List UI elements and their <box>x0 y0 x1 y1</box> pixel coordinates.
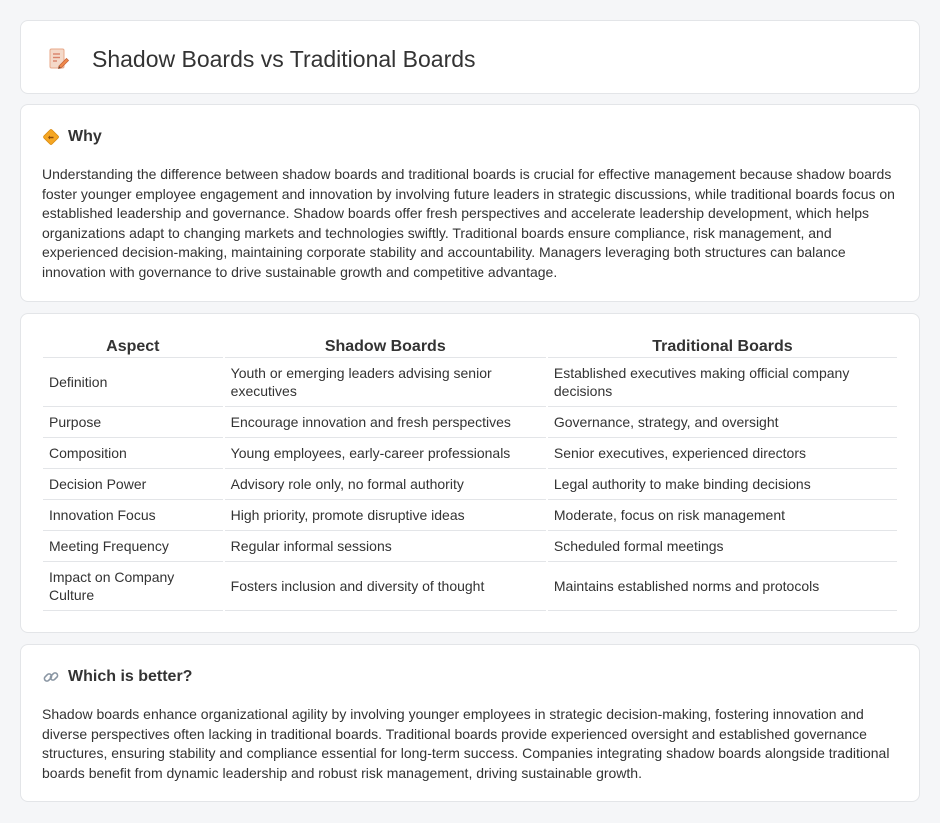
comparison-table-card <box>20 313 920 633</box>
traditional-cell: Maintains established norms and protocols <box>548 562 897 611</box>
aspect-cell: Definition <box>43 358 223 407</box>
which-is-better-section <box>20 644 920 802</box>
header-traditional-boards: Traditional Boards <box>548 336 897 358</box>
aspect-cell: Meeting Frequency <box>43 531 223 562</box>
table-row <box>43 562 897 611</box>
table-row <box>43 469 897 500</box>
why-heading <box>42 127 102 147</box>
why-text: Understanding the difference between shadow boards and traditional boards is crucial for effective management because shadow boards foster younger employee engagement and innovation by involving future leaders in strategic discussions, while traditional boards focus on established leadership and governance. Shadow boards offer fresh perspectives and accelerate leadership development, which helps organizations adapt to changing markets and technologies swiftly. Traditional boards ensure compliance, risk management, and experienced decision-making, maintaining corporate stability and accountability. Managers leveraging both structures can balance innovation with governance to drive sustainable growth and competitive advantage. <box>42 166 895 280</box>
traditional-cell: Legal authority to make binding decisions <box>548 469 897 500</box>
comparison-table <box>41 336 899 611</box>
table-row <box>43 407 897 438</box>
traditional-cell: Governance, strategy, and oversight <box>548 407 897 438</box>
aspect-cell: Innovation Focus <box>43 500 223 531</box>
better-title: Which is better? <box>68 668 193 685</box>
shadow-cell: Youth or emerging leaders advising senior executives <box>225 358 546 407</box>
table-row <box>43 500 897 531</box>
aspect-cell: Composition <box>43 438 223 469</box>
table-row <box>43 438 897 469</box>
aspect-cell: Impact on Company Culture <box>43 562 223 611</box>
why-section <box>20 104 920 302</box>
document-pencil-icon <box>47 47 71 71</box>
better-text: Shadow boards enhance organizational agility by involving younger employees in strategic decision-making, fostering innovation and diverse perspectives often lacking in traditional boards. Traditional boards provide experienced oversight and established governance structures, ensuring stability and compliance essential for long-term success. Companies integrating shadow boards alongside traditional boards benefit from dynamic leadership and robust risk management, driving sustainable growth. <box>42 706 890 781</box>
table-header-row <box>43 336 897 358</box>
header-shadow-boards: Shadow Boards <box>225 336 546 358</box>
header-aspect: Aspect <box>43 336 223 358</box>
better-heading <box>42 667 192 687</box>
shadow-cell: Regular informal sessions <box>225 531 546 562</box>
shadow-cell: Advisory role only, no formal authority <box>225 469 546 500</box>
traditional-cell: Scheduled formal meetings <box>548 531 897 562</box>
shadow-cell: Fosters inclusion and diversity of thought <box>225 562 546 611</box>
table-row <box>43 531 897 562</box>
page-title: Shadow Boards vs Traditional Boards <box>92 46 476 72</box>
aspect-cell: Purpose <box>43 407 223 438</box>
aspect-cell: Decision Power <box>43 469 223 500</box>
shadow-cell: High priority, promote disruptive ideas <box>225 500 546 531</box>
why-title: Why <box>68 128 102 145</box>
link-icon <box>42 668 60 686</box>
traditional-cell: Moderate, focus on risk management <box>548 500 897 531</box>
header-card <box>20 20 920 94</box>
table-row <box>43 358 897 407</box>
diamond-sign-icon <box>42 128 60 146</box>
traditional-cell: Established executives making official company decisions <box>548 358 897 407</box>
traditional-cell: Senior executives, experienced directors <box>548 438 897 469</box>
shadow-cell: Encourage innovation and fresh perspectives <box>225 407 546 438</box>
shadow-cell: Young employees, early-career professionals <box>225 438 546 469</box>
